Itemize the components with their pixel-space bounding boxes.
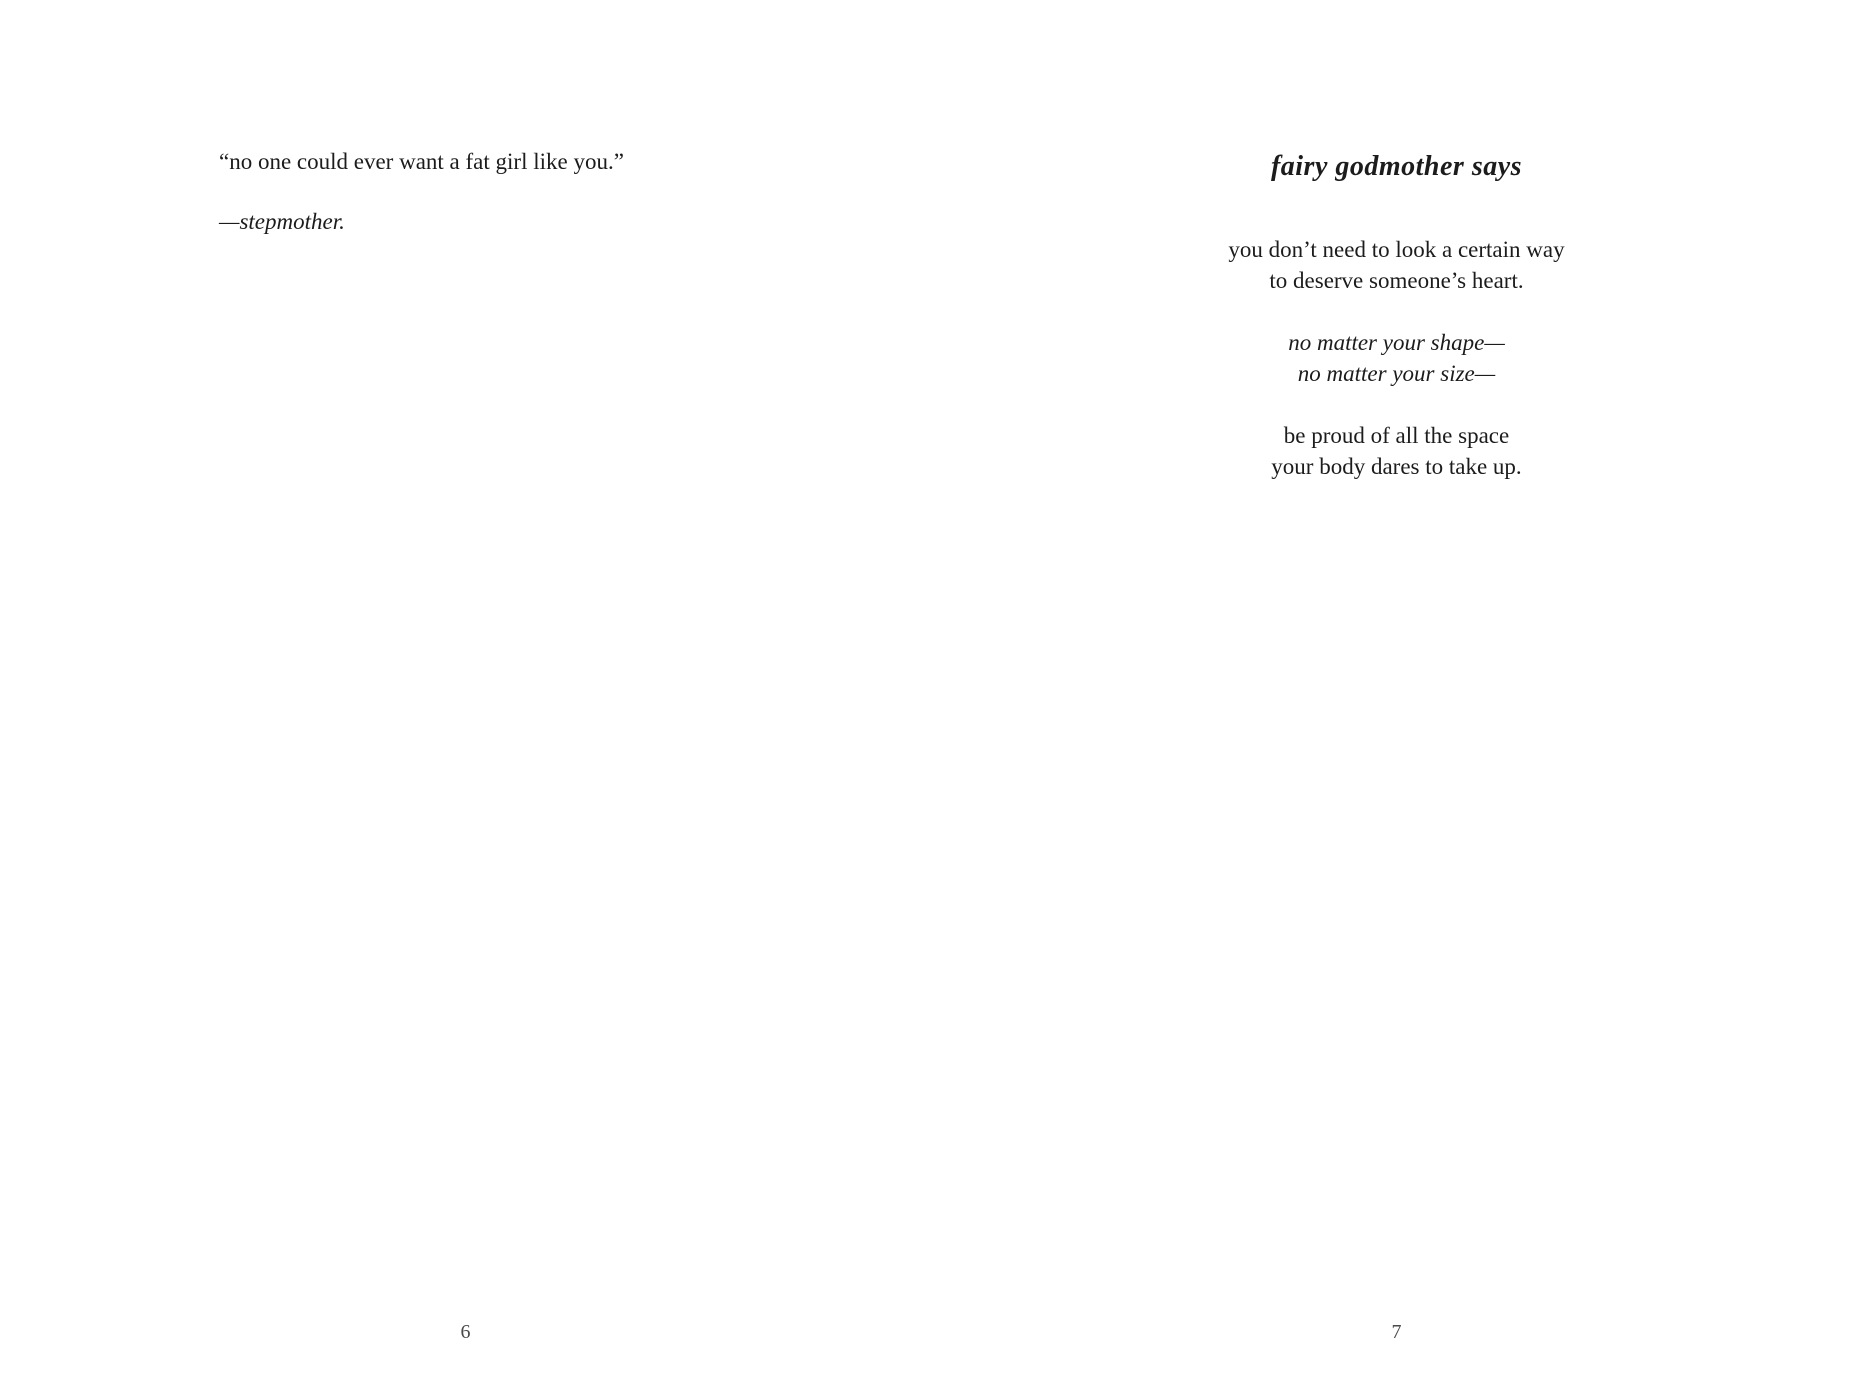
poem-stanza bbox=[931, 327, 1862, 389]
page-number-right: 7 bbox=[1391, 1321, 1402, 1343]
page-number-left: 6 bbox=[460, 1321, 471, 1343]
quote-text: “no one could ever want a fat girl like you.” bbox=[219, 149, 624, 174]
left-page-text-block bbox=[219, 146, 624, 237]
right-page bbox=[931, 0, 1862, 1396]
poem-line: be proud of all the space bbox=[1283, 423, 1510, 448]
quote-attribution: —stepmother. bbox=[219, 209, 345, 234]
poem-stanza bbox=[931, 420, 1862, 482]
poem-block bbox=[931, 150, 1862, 513]
poem-title: fairy godmother says bbox=[1270, 151, 1523, 182]
poem-stanza bbox=[931, 234, 1862, 296]
poem-line: no matter your size— bbox=[1297, 361, 1496, 386]
poem-line: to deserve someone’s heart. bbox=[1269, 268, 1524, 293]
poem-line: your body dares to take up. bbox=[1271, 454, 1522, 479]
poem-line: no matter your shape— bbox=[1288, 330, 1505, 355]
poem-line: you don’t need to look a certain way bbox=[1228, 237, 1565, 262]
